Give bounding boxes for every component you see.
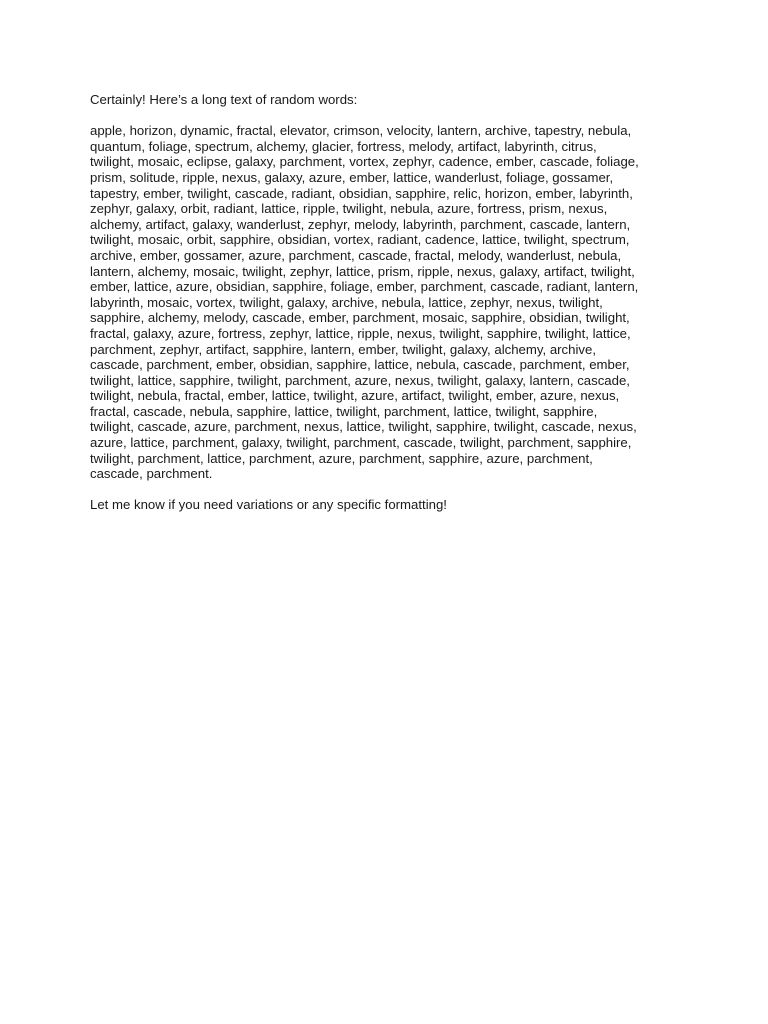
text-line: archive, ember, gossamer, azure, parchment, cascade, fractal, melody, wanderlust, nebula, <box>90 247 622 263</box>
text-line: cascade, parchment, ember, obsidian, sapphire, lattice, nebula, cascade, parchment, ember, <box>90 357 630 373</box>
text-line: twilight, cascade, azure, parchment, nexus, lattice, twilight, sapphire, twilight, cascade, nexus, <box>90 419 637 435</box>
text-line: alchemy, artifact, galaxy, wanderlust, zephyr, melody, labyrinth, parchment, cascade, lantern, <box>90 216 631 232</box>
text-line: parchment, zephyr, artifact, sapphire, lantern, ember, twilight, galaxy, alchemy, archive, <box>90 341 596 357</box>
closing-paragraph: Let me know if you need variations or any specific formatting! <box>90 497 447 513</box>
text-line: zephyr, galaxy, orbit, radiant, lattice, ripple, twilight, nebula, azure, fortress, prism, nexus, <box>90 201 608 217</box>
text-line: twilight, mosaic, orbit, sapphire, obsidian, vortex, radiant, cadence, lattice, twilight, spectrum, <box>90 232 630 248</box>
text-line: twilight, parchment, lattice, parchment, azure, parchment, sapphire, azure, parchment, <box>90 450 593 466</box>
text-line: fractal, cascade, nebula, sapphire, lattice, twilight, parchment, lattice, twilight, sapphire, <box>90 403 598 419</box>
text-line: twilight, nebula, fractal, ember, lattice, twilight, azure, artifact, twilight, ember, azure, nexus, <box>90 388 620 404</box>
text-line: prism, solitude, ripple, nexus, galaxy, azure, ember, lattice, wanderlust, foliage, gossamer, <box>90 169 614 185</box>
text-line: sapphire, alchemy, melody, cascade, ember, parchment, mosaic, sapphire, obsidian, twilight, <box>90 310 630 326</box>
word-list-paragraph <box>90 123 680 482</box>
text-line: twilight, lattice, sapphire, twilight, parchment, azure, nexus, twilight, galaxy, lantern, cascade, <box>90 372 630 388</box>
intro-paragraph: Certainly! Here’s a long text of random words: <box>90 92 358 107</box>
text-line: twilight, mosaic, eclipse, galaxy, parchment, vortex, zephyr, cadence, ember, cascade, foliage, <box>90 154 639 170</box>
text-line: apple, horizon, dynamic, fractal, elevator, crimson, velocity, lantern, archive, tapestry, nebula, <box>90 123 632 139</box>
text-line: quantum, foliage, spectrum, alchemy, glacier, fortress, melody, artifact, labyrinth, citrus, <box>90 138 597 154</box>
text-line: labyrinth, mosaic, vortex, twilight, galaxy, archive, nebula, lattice, zephyr, nexus, twilight, <box>90 294 603 310</box>
text-line: cascade, parchment. <box>90 466 213 482</box>
text-line: fractal, galaxy, azure, fortress, zephyr, lattice, ripple, nexus, twilight, sapphire, twilight, lattice, <box>90 325 631 341</box>
document-content <box>90 92 680 513</box>
text-line: tapestry, ember, twilight, cascade, radiant, obsidian, sapphire, relic, horizon, ember, labyrinth, <box>90 185 633 201</box>
text-line: ember, lattice, azure, obsidian, sapphire, foliage, ember, parchment, cascade, radiant, lantern, <box>90 279 639 295</box>
text-line: azure, lattice, parchment, galaxy, twilight, parchment, cascade, twilight, parchment, sapphire, <box>90 435 632 451</box>
text-line: lantern, alchemy, mosaic, twilight, zephyr, lattice, prism, ripple, nexus, galaxy, artifact, twilight, <box>90 263 635 279</box>
